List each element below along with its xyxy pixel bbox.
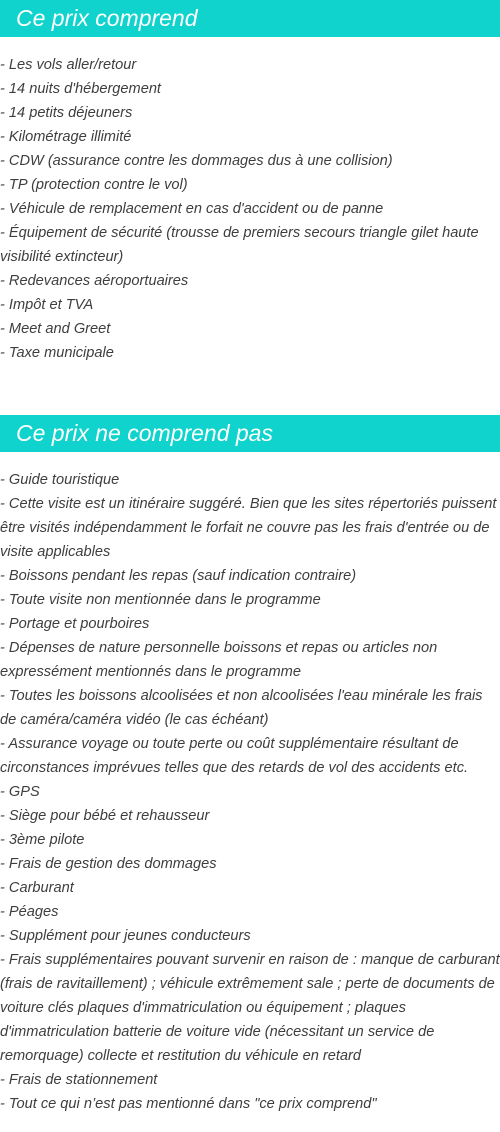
list-item: - Frais de stationnement (0, 1072, 158, 1088)
list-item: - Frais de gestion des dommages (0, 856, 217, 872)
list-item: - Impôt et TVA (0, 297, 94, 313)
included-section (0, 0, 500, 365)
excluded-section-title: Ce prix ne comprend pas (0, 415, 500, 452)
list-item: - 3ème pilote (0, 832, 85, 848)
list-item: - Carburant (0, 880, 74, 896)
list-item: - Kilométrage illimité (0, 129, 132, 145)
list-item: - TP (protection contre le vol) (0, 177, 188, 193)
list-item: - Taxe municipale (0, 345, 114, 361)
list-item: - Les vols aller/retour (0, 57, 137, 73)
list-item: - Assurance voyage ou toute perte ou coût supplémentaire résultant de circonstances imprévues telles que des retards de vol des accidents etc. (0, 736, 469, 776)
included-section-title: Ce prix comprend (0, 0, 500, 37)
list-item: - Tout ce qui n’est pas mentionné dans "ce prix comprend" (0, 1096, 377, 1112)
list-item: - GPS (0, 784, 40, 800)
list-item: - Siège pour bébé et rehausseur (0, 808, 210, 824)
list-item: - Frais supplémentaires pouvant survenir en raison de : manque de carburant (frais de ravitaillement) ; véhicule extrêmement sale ; perte de documents de voiture clés plaques d'immatriculation ou équipement ; plaques d'immatriculation batterie de voiture vide (nécessitant un service de remorquage) collecte et restitution du véhicule en retard (0, 952, 500, 1064)
list-item: - Meet and Greet (0, 321, 111, 337)
list-item: - Véhicule de remplacement en cas d'accident ou de panne (0, 201, 384, 217)
list-item: - Redevances aéroportuaires (0, 273, 189, 289)
excluded-section (0, 415, 500, 1116)
list-item: - CDW (assurance contre les dommages dus à une collision) (0, 153, 393, 169)
list-item: - 14 nuits d'hébergement (0, 81, 161, 97)
list-item: - Guide touristique (0, 472, 120, 488)
included-items-list (0, 53, 500, 365)
list-item: - Toute visite non mentionnée dans le programme (0, 592, 321, 608)
list-item: - Cette visite est un itinéraire suggéré. Bien que les sites répertoriés puissent être visités indépendamment le forfait ne couvre pas les frais d'entrée ou de visite applicables (0, 496, 497, 560)
list-item: - Supplément pour jeunes conducteurs (0, 928, 251, 944)
list-item: - Portage et pourboires (0, 616, 150, 632)
list-item: - Toutes les boissons alcoolisées et non alcoolisées l'eau minérale les frais de caméra/caméra vidéo (le cas échéant) (0, 688, 483, 728)
list-item: - Dépenses de nature personnelle boissons et repas ou articles non expressément mentionnés dans le programme (0, 640, 438, 680)
list-item: - Péages (0, 904, 59, 920)
list-item: - 14 petits déjeuners (0, 105, 133, 121)
excluded-items-list (0, 468, 500, 1116)
list-item: - Équipement de sécurité (trousse de premiers secours triangle gilet haute visibilité extincteur) (0, 225, 479, 265)
list-item: - Boissons pendant les repas (sauf indication contraire) (0, 568, 357, 584)
